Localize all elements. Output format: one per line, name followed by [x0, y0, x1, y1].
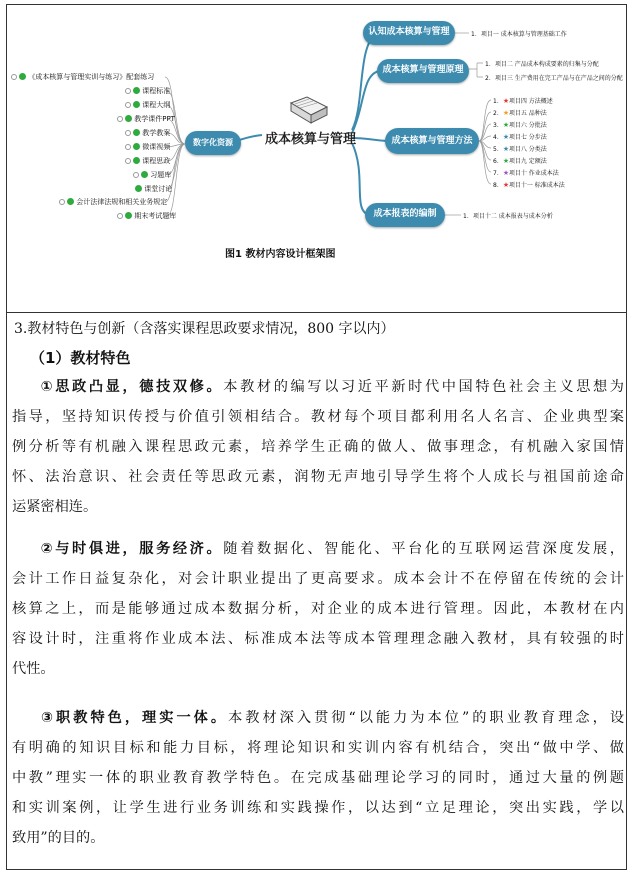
mindmap-center-title: 成本核算与管理 — [265, 132, 357, 147]
method-item: 6．★项目九 定额法 — [493, 157, 547, 165]
paragraph-lead: ①思政凸显，德技双修。 — [38, 379, 224, 395]
method-item: 8．★项目十一 标准成本法 — [493, 181, 565, 189]
node-item: 2．项目三 生产费用在完工产品与在产品之间的分配 — [485, 75, 623, 82]
paragraph-1: ①思政凸显，德技双修。本教材的编写以习近平新时代中国特色社会主义思想为 指导，坚持知识传授与价值引领相结合。教材每个项目都利用名人名言、企业典型案 例分析等有机融入课程思政元素，培养学生正确的做人、做事理念，有机融入家国情 怀、法治意识、社会责任等思政元素，润物无声地引导学生将个人成长与祖国前途命 运紧密相连。 — [12, 379, 624, 515]
left-item: 课堂讨论 — [133, 184, 172, 194]
table-divider — [6, 312, 627, 313]
subheading: （1）教材特色 — [30, 349, 131, 367]
node-cognition: 认知成本核算与管理 — [363, 21, 455, 45]
method-item: 7．★项目十 作业成本法 — [493, 169, 559, 177]
left-item: 习题库 — [133, 170, 171, 180]
left-hub-node: 数字化资源 — [185, 131, 241, 155]
figure-caption: 图1 教材内容设计框架图 — [225, 249, 336, 260]
method-item: 1．★项目四 方法概述 — [493, 97, 553, 105]
node-item: 1．项目十二 成本报表与成本分析 — [463, 213, 553, 220]
left-item: 会计法律法规和相关业务规定 — [59, 197, 167, 207]
node-method: 成本核算与管理方法 — [385, 128, 479, 154]
left-item: 课程标准 — [125, 86, 170, 96]
left-item: 教学课件PPT — [117, 114, 175, 124]
node-report: 成本报表的编制 — [365, 203, 445, 227]
paragraph-lead: ②与时俱进，服务经济。 — [38, 541, 224, 557]
paragraph-lead: ③职教特色，理实一体。 — [38, 710, 229, 726]
section-heading: 3.教材特色与创新（含落实课程思政要求情况，800 字以内） — [14, 321, 395, 337]
node-item: 1．项目二 产品成本构成要素的归集与分配 — [485, 61, 599, 68]
method-item: 5．★项目八 分类法 — [493, 145, 547, 153]
method-item: 4．★项目七 分步法 — [493, 133, 547, 141]
paragraph-3: ③职教特色，理实一体。本教材深入贯彻“以能力为本位”的职业教育理念，设 有明确的知识目标和能力目标，将理论知识和实训内容有机结合，突出“做中学、做 中教”理实一体的职业教育教学特色。在完成基础理论学习的同时，通过大量的例题 和实训案例，让学生进行业务训练和实践操作，以达到“立足理论，突出实践，学以 致用”的目的。 — [12, 710, 625, 846]
node-item: 1．项目一 成本核算与管理基础工作 — [471, 31, 567, 38]
paragraph-2: ②与时俱进，服务经济。随着数据化、智能化、平台化的互联网运营深度发展， 会计工作日益复杂化，对会计职业提出了更高要求。成本会计不在停留在传统的会计 核算之上，而是能够通过成本数据分析，对企业的成本进行管理。因此，本教材在内 容设计时，注重将作业成本法、标准成本法等成本管理理念融入教材，具有较强的时 代性。 — [12, 541, 624, 677]
left-item: 微课视频 — [125, 142, 170, 152]
node-principle: 成本核算与管理原理 — [377, 59, 469, 83]
book-icon — [287, 93, 331, 129]
method-item: 3．★项目六 分批法 — [493, 121, 547, 129]
left-item: 教学教案 — [125, 128, 170, 138]
left-item: 《成本核算与管理实训与练习》配套练习 — [11, 72, 154, 82]
mindmap-figure — [7, 5, 626, 305]
left-item: 课程思政 — [125, 156, 170, 166]
method-item: 2．★项目五 品种法 — [493, 109, 547, 117]
left-item: 课程大纲 — [125, 100, 170, 110]
left-item: 期末考试题库 — [117, 211, 176, 221]
